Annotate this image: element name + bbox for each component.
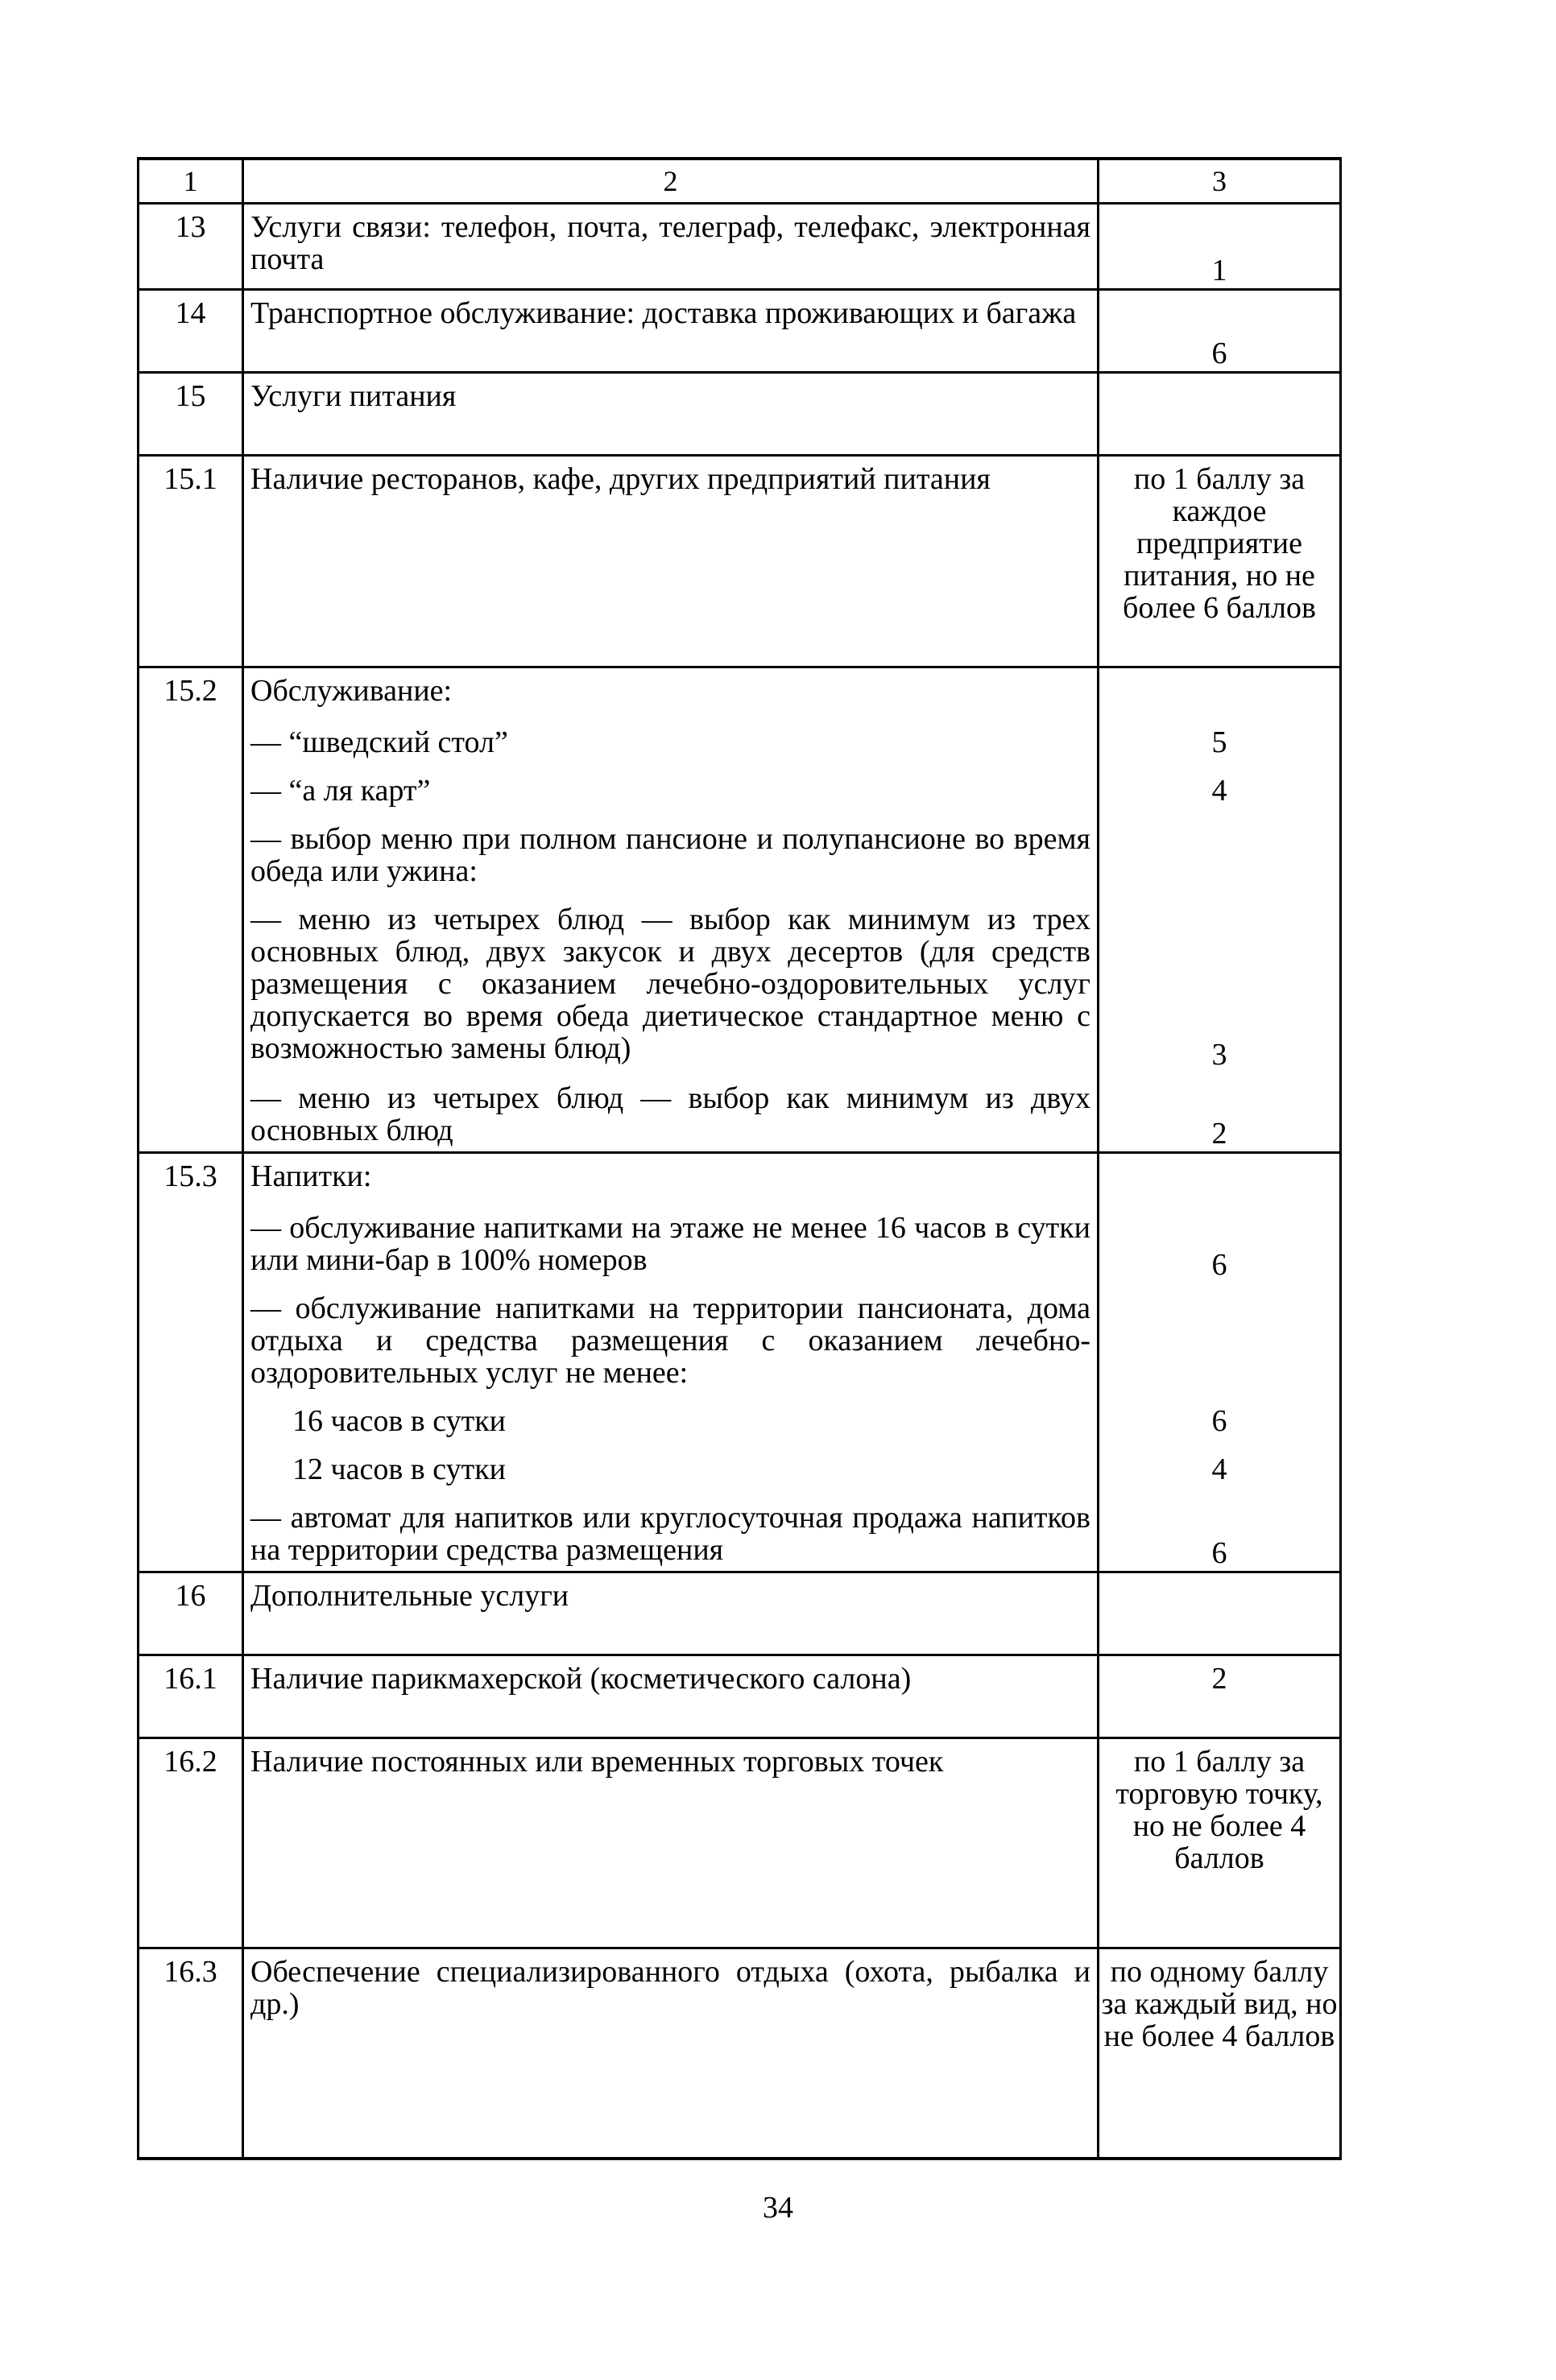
row-points [1099,813,1341,894]
row-points [1099,1283,1341,1395]
row-number: 13 [139,204,243,290]
row-points: 4 [1099,765,1341,813]
row-points: по 1 баллу за торговую точку, но не более 4 баллов [1099,1738,1341,1948]
row-number [139,1202,243,1283]
row-number [139,813,243,894]
row-text: — меню из четырех блюд — выбор как минимум из трех основных блюд, двух закусок и двух десертов (для средств размещения с оказанием лечебно-оздоровительных услуг допускается во время обеда диетическое стандартное меню с возможностью замены блюд) [243,894,1099,1072]
table-row [139,1492,1341,1572]
row-text: Услуги питания [243,373,1099,456]
row-text: — автомат для напитков или круглосуточная продажа напитков на территории средства размещения [243,1492,1099,1572]
row-number: 16.2 [139,1738,243,1948]
row-points: 3 [1099,894,1341,1072]
header-row [139,159,1341,204]
row-number: 15.2 [139,667,243,717]
row-text: 16 часов в сутки [243,1395,1099,1444]
table-row [139,1738,1341,1948]
row-points: 6 [1099,290,1341,373]
row-text: Транспортное обслуживание: доставка проживающих и багажа [243,290,1099,373]
row-number [139,1283,243,1395]
row-number [139,717,243,765]
row-text: — меню из четырех блюд — выбор как минимум из двух основных блюд [243,1072,1099,1153]
row-points: 2 [1099,1072,1341,1153]
row-text: — обслуживание напитками на территории пансионата, дома отдыха и средства размещения с оказанием лечебно-оздоровительных услуг не менее: [243,1283,1099,1395]
row-points: 2 [1099,1655,1341,1738]
row-text: — выбор меню при полном пансионе и полупансионе во время обеда или ужина: [243,813,1099,894]
table-row [139,456,1341,667]
row-number [139,1072,243,1153]
row-points [1099,667,1341,717]
header-col-2: 2 [243,159,1099,204]
row-number: 16.3 [139,1948,243,2159]
row-text: Наличие парикмахерской (косметического салона) [243,1655,1099,1738]
page-number: 34 [763,2191,793,2225]
row-number [139,894,243,1072]
row-number: 16 [139,1572,243,1655]
table-row [139,1444,1341,1492]
row-text: Дополнительные услуги [243,1572,1099,1655]
table-row [139,1153,1341,1203]
row-number: 16.1 [139,1655,243,1738]
table-row [139,204,1341,290]
table-row [139,1948,1341,2159]
row-text: Обслуживание: [243,667,1099,717]
row-points: 5 [1099,717,1341,765]
row-text: Наличие ресторанов, кафе, других предприятий питания [243,456,1099,667]
row-points: 4 [1099,1444,1341,1492]
row-number: 14 [139,290,243,373]
row-text: Наличие постоянных или временных торговых точек [243,1738,1099,1948]
row-number [139,765,243,813]
row-points: 6 [1099,1202,1341,1283]
row-points: 1 [1099,204,1341,290]
row-number [139,1444,243,1492]
row-number [139,1395,243,1444]
table-row [139,667,1341,717]
row-number [139,1492,243,1572]
table-row [139,1202,1341,1283]
row-number: 15 [139,373,243,456]
table-row [139,1072,1341,1153]
table-row [139,290,1341,373]
row-points [1099,373,1341,456]
row-points: 6 [1099,1492,1341,1572]
table-row [139,717,1341,765]
row-text: Услуги связи: телефон, почта, телеграф, телефакс, электронная почта [243,204,1099,290]
header-col-1: 1 [139,159,243,204]
table-row [139,1655,1341,1738]
header-col-3: 3 [1099,159,1341,204]
row-points: по 1 баллу за каждое предприятие питания, но не более 6 баллов [1099,456,1341,667]
table-row [139,1572,1341,1655]
row-text: Обеспечение специализированного отдыха (охота, рыбалка и др.) [243,1948,1099,2159]
row-text: — “шведский стол” [243,717,1099,765]
row-points: по одному баллу за каждый вид, но не более 4 баллов [1099,1948,1341,2159]
row-text: 12 часов в сутки [243,1444,1099,1492]
row-points [1099,1572,1341,1655]
table-row [139,1283,1341,1395]
row-number: 15.3 [139,1153,243,1203]
row-points [1099,1153,1341,1203]
table-row [139,1395,1341,1444]
table-row [139,813,1341,894]
row-text: — “а ля карт” [243,765,1099,813]
table-row [139,894,1341,1072]
row-points: 6 [1099,1395,1341,1444]
rating-table [137,157,1342,2160]
table-row [139,373,1341,456]
row-number: 15.1 [139,456,243,667]
row-text: Напитки: [243,1153,1099,1203]
table-row [139,765,1341,813]
row-text: — обслуживание напитками на этаже не менее 16 часов в сутки или мини-бар в 100% номеров [243,1202,1099,1283]
